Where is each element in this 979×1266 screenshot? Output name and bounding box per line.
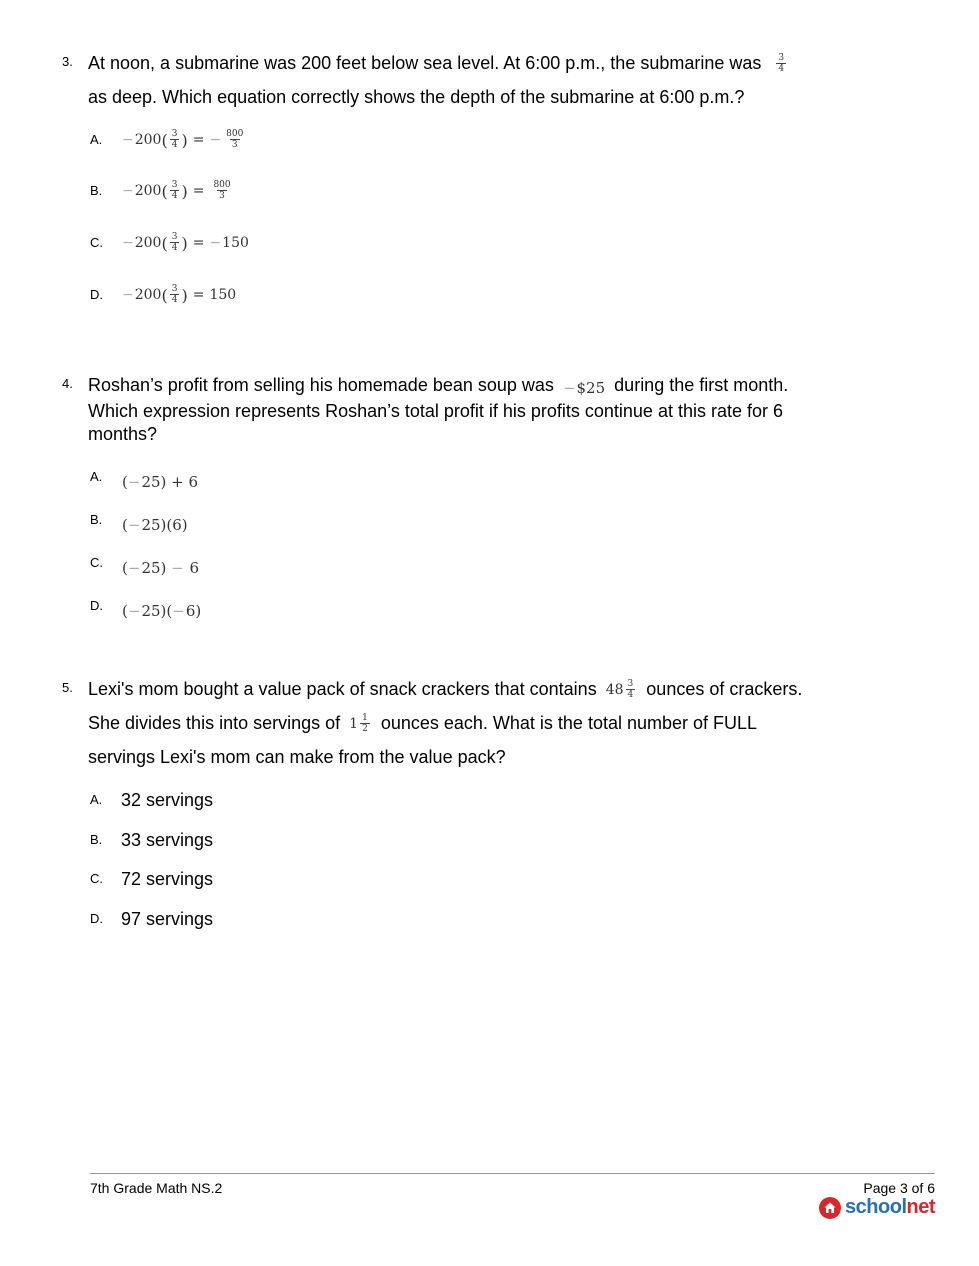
question-text-line: as deep. Which equation correctly shows the depth of the submarine at 6:00 p.m.?	[88, 87, 745, 107]
inline-money: − $25	[562, 379, 606, 397]
question-text	[88, 678, 848, 701]
question-text-part: ounces of crackers.	[646, 679, 803, 699]
logo-school-text: school	[845, 1196, 907, 1218]
option-label[interactable]: B.	[90, 832, 103, 847]
question-text-part: Roshan’s profit from selling his homemade bean soup was	[88, 375, 554, 395]
option-label[interactable]: C.	[90, 871, 103, 886]
option-c-expression[interactable]: ( − 25) − 6	[122, 559, 200, 577]
option-label[interactable]: C.	[90, 555, 103, 570]
option-d-equation[interactable]: − 200 ( $\frac{3}{4}$ ) = 150	[122, 284, 237, 305]
footer-title: 7th Grade Math NS.2	[90, 1180, 223, 1196]
question-text-line: Which expression represents Roshan’s total profit if his profits continue at this rate for 6	[88, 401, 784, 421]
option-label[interactable]: B.	[90, 183, 103, 198]
option-c-equation[interactable]: − 200 ( $\frac{3}{4}$ ) = − 150	[122, 232, 249, 253]
option-a-text[interactable]: 32 servings	[121, 790, 214, 810]
question-text	[88, 52, 828, 75]
option-b-equation[interactable]: − 200 ( $\frac{3}{4}$ ) = $\frac{800}{3}$	[122, 180, 231, 201]
question-text-line: months?	[88, 424, 158, 444]
question-text-part: Lexi's mom bought a value pack of snack crackers that contains	[88, 679, 597, 699]
option-label[interactable]: D.	[90, 287, 103, 302]
footer-divider	[90, 1173, 935, 1174]
question-text-line: At noon, a submarine was 200 feet below sea level. At 6:00 p.m., the submarine was	[88, 53, 762, 73]
question-number: 5.	[62, 680, 73, 695]
question-text-part: ounces each. What is the total number of FULL	[380, 713, 758, 733]
inline-fraction: $\frac{3}{4}$	[778, 53, 785, 75]
question-text-part: She divides this into servings of	[88, 713, 341, 733]
schoolnet-logo	[819, 1196, 935, 1219]
option-b-text[interactable]: 33 servings	[121, 830, 214, 850]
option-label[interactable]: A.	[90, 792, 103, 807]
house-icon	[819, 1197, 841, 1219]
mixed-number: 1 $\frac{1}{2}$	[349, 713, 368, 735]
option-c-text[interactable]: 72 servings	[121, 869, 214, 889]
question-text	[88, 374, 848, 399]
option-label[interactable]: D.	[90, 911, 103, 926]
option-a-expression[interactable]: ( − 25) + 6	[122, 473, 199, 491]
question-text-part: during the first month.	[614, 375, 789, 395]
option-d-text[interactable]: 97 servings	[121, 909, 214, 929]
option-label[interactable]: A.	[90, 469, 103, 484]
option-label[interactable]: C.	[90, 235, 103, 250]
mixed-number: 48 $\frac{3}{4}$	[605, 679, 634, 701]
option-label[interactable]: B.	[90, 512, 103, 527]
option-a-equation[interactable]: − 200 ( $\frac{3}{4}$ ) = − $\frac{800}{3}$	[122, 129, 244, 150]
option-label[interactable]: D.	[90, 598, 103, 613]
question-text	[88, 712, 848, 735]
question-number: 3.	[62, 54, 73, 69]
logo-net-text: net	[906, 1196, 935, 1218]
option-label[interactable]: A.	[90, 132, 103, 147]
page-number: Page 3 of 6	[863, 1180, 935, 1196]
question-text-line: servings Lexi's mom can make from the value pack?	[88, 747, 506, 767]
question-number: 4.	[62, 376, 73, 391]
option-d-expression[interactable]: ( − 25) ( − 6)	[122, 602, 202, 620]
option-b-expression[interactable]: ( − 25) (6)	[122, 516, 188, 534]
